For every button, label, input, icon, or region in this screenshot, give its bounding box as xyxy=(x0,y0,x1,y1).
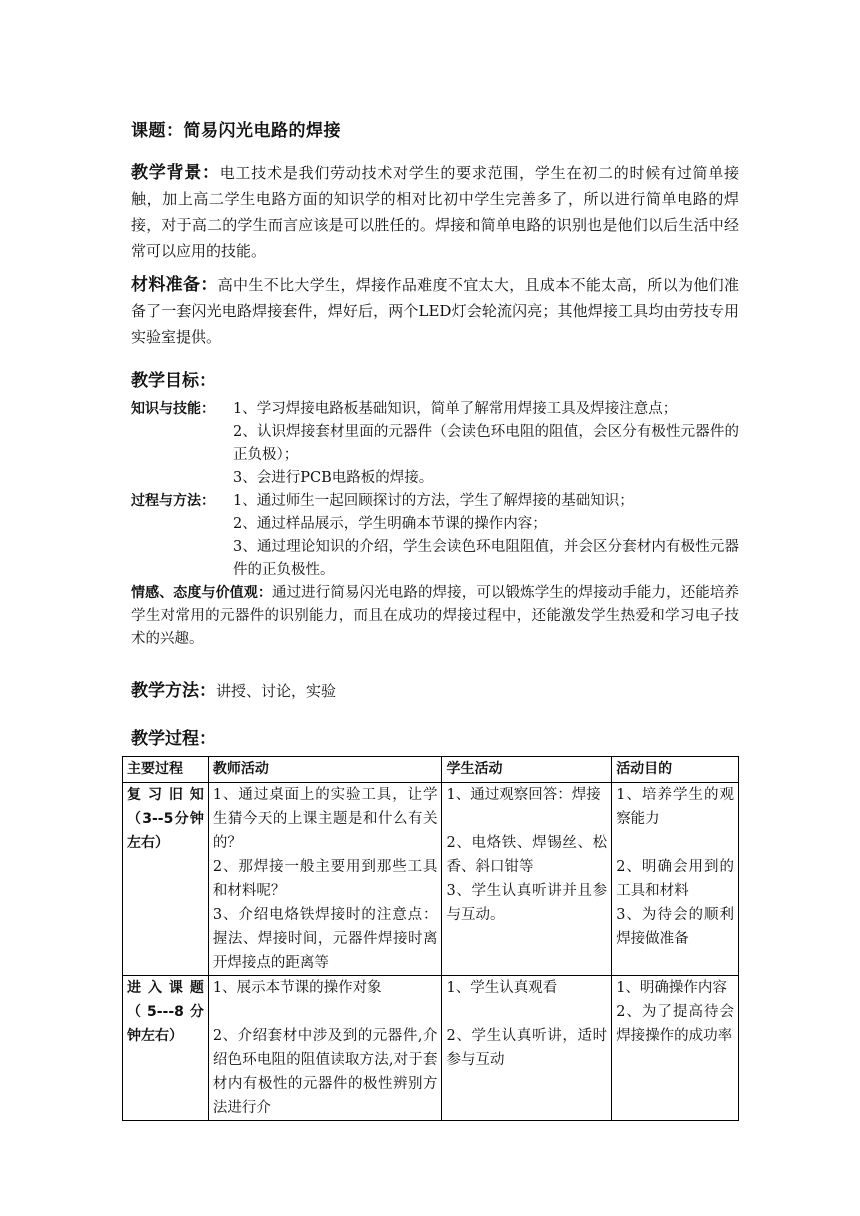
background-paragraph xyxy=(131,160,739,264)
knowledge-item: 3、会进行PCB电路板的焊接。 xyxy=(233,470,434,486)
lesson-title: 课题：简易闪光电路的焊接 xyxy=(131,121,341,141)
method-text: 讲授、讨论，实验 xyxy=(216,682,337,700)
stage-cell: 进入课题（5---8分钟左右） xyxy=(123,976,209,1121)
student-cell xyxy=(442,976,612,1121)
process-row xyxy=(131,490,739,582)
spacer xyxy=(446,807,607,831)
teacher-line: 2、介绍套材中涉及到的元器件,介绍色环电阻的阻值读取方法,对于套材内有极性的元器件的极性辨别方法进行介 xyxy=(212,1028,438,1116)
header-teacher: 教师活动 xyxy=(208,757,442,783)
teacher-line: 3、介绍电烙铁焊接时的注意点：握法、焊接时间，元器件焊接时离开焊接点的距离等 xyxy=(212,907,438,971)
materials-label: 材料准备： xyxy=(131,275,218,295)
background-label: 教学背景： xyxy=(131,163,220,183)
emotion-label: 情感、态度与价值观： xyxy=(131,585,272,601)
objectives-heading: 教学目标： xyxy=(131,371,216,391)
materials-text: 高中生不比大学生，焊接作品难度不宜太大，且成本不能太高，所以为他们准备了一套闪光电路焊接套件，焊好后，两个LED灯会轮流闪亮；其他焊接工具均由劳技专用实验室提供。 xyxy=(131,276,739,346)
goal-cell xyxy=(612,976,739,1121)
table-row xyxy=(123,976,739,1121)
knowledge-row xyxy=(131,398,739,490)
process-items xyxy=(233,490,739,582)
teacher-line: 2、那焊接一般主要用到那些工具和材料呢？ xyxy=(212,859,438,899)
goal-line: 2、明确会用到的工具和材料 xyxy=(616,859,734,899)
goal-cell xyxy=(612,783,739,976)
objectives-block xyxy=(131,398,739,651)
process-heading: 教学过程： xyxy=(131,729,216,749)
student-line: 2、学生认真听讲，适时参与互动 xyxy=(446,1028,608,1068)
teacher-line: 1、展示本节课的操作对象 xyxy=(212,980,382,996)
table-header-row xyxy=(123,757,739,783)
emotion-text: 通过进行简易闪光电路的焊接，可以锻炼学生的焊接动手能力，还能培养学生对常用的元器件的识别能力，而且在成功的焊接过程中，还能激发学生热爱和学习电子技术的兴趣。 xyxy=(131,585,740,647)
process-item: 2、通过样品展示，学生明确本节课的操作内容； xyxy=(233,516,547,532)
process-item: 3、通过理论知识的介绍，学生会读色环电阻阻值，并会区分套材内有极性元器件的正负极性。 xyxy=(233,539,739,578)
goal-line: 1、培养学生的观察能力 xyxy=(616,787,734,827)
student-line: 1、通过观察回答：焊接 xyxy=(446,787,601,803)
student-line: 2、电烙铁、焊锡丝、松香、斜口钳等 xyxy=(446,835,608,875)
method-label: 教学方法： xyxy=(131,681,216,701)
spacer xyxy=(616,831,734,855)
student-line: 1、学生认真观看 xyxy=(446,980,558,996)
knowledge-item: 2、认识焊接套材里面的元器件（会读色环电阻的阻值，会区分有极性元器件的正负极）； xyxy=(233,424,739,463)
goal-line: 2、为了提高待会焊接操作的成功率 xyxy=(616,1004,734,1044)
header-stage: 主要过程 xyxy=(123,757,209,783)
goal-line: 3、为待会的顺利焊接做准备 xyxy=(616,907,734,947)
spacer xyxy=(446,1000,607,1024)
goal-line: 1、明确操作内容 xyxy=(616,980,727,996)
teaching-process-table xyxy=(122,756,739,1121)
background-text: 电工技术是我们劳动技术对学生的要求范围，学生在初二的时候有过简单接触，加上高二学生电路方面的知识学的相对比初中学生完善多了，所以进行简单电路的焊接，对于高二的学生而言应该是可以胜任的。焊接和简单电路的识别也是他们以后生活中经常可以应用的技能。 xyxy=(131,164,740,260)
process-item: 1、通过师生一起回顾探讨的方法，学生了解焊接的基础知识； xyxy=(233,493,634,509)
teacher-line: 1、通过桌面上的实验工具，让学生猜今天的上课主题是和什么有关的？ xyxy=(212,787,438,851)
header-student: 学生活动 xyxy=(442,757,612,783)
process-label: 过程与方法： xyxy=(131,493,215,509)
knowledge-items xyxy=(233,398,739,490)
spacer xyxy=(213,1000,438,1024)
method-paragraph xyxy=(131,678,739,704)
stage-cell: 复习旧知（3--5分钟左右） xyxy=(123,783,209,976)
table-row xyxy=(123,783,739,976)
knowledge-label: 知识与技能： xyxy=(131,401,215,417)
header-goal: 活动目的 xyxy=(612,757,739,783)
teacher-cell xyxy=(208,783,442,976)
student-line: 3、学生认真听讲并且参与互动。 xyxy=(446,883,608,923)
materials-paragraph xyxy=(131,272,739,350)
knowledge-item: 1、学习焊接电路板基础知识，简单了解常用焊接工具及焊接注意点； xyxy=(233,401,678,417)
student-cell xyxy=(442,783,612,976)
teacher-cell xyxy=(208,976,442,1121)
emotion-paragraph xyxy=(131,582,739,651)
